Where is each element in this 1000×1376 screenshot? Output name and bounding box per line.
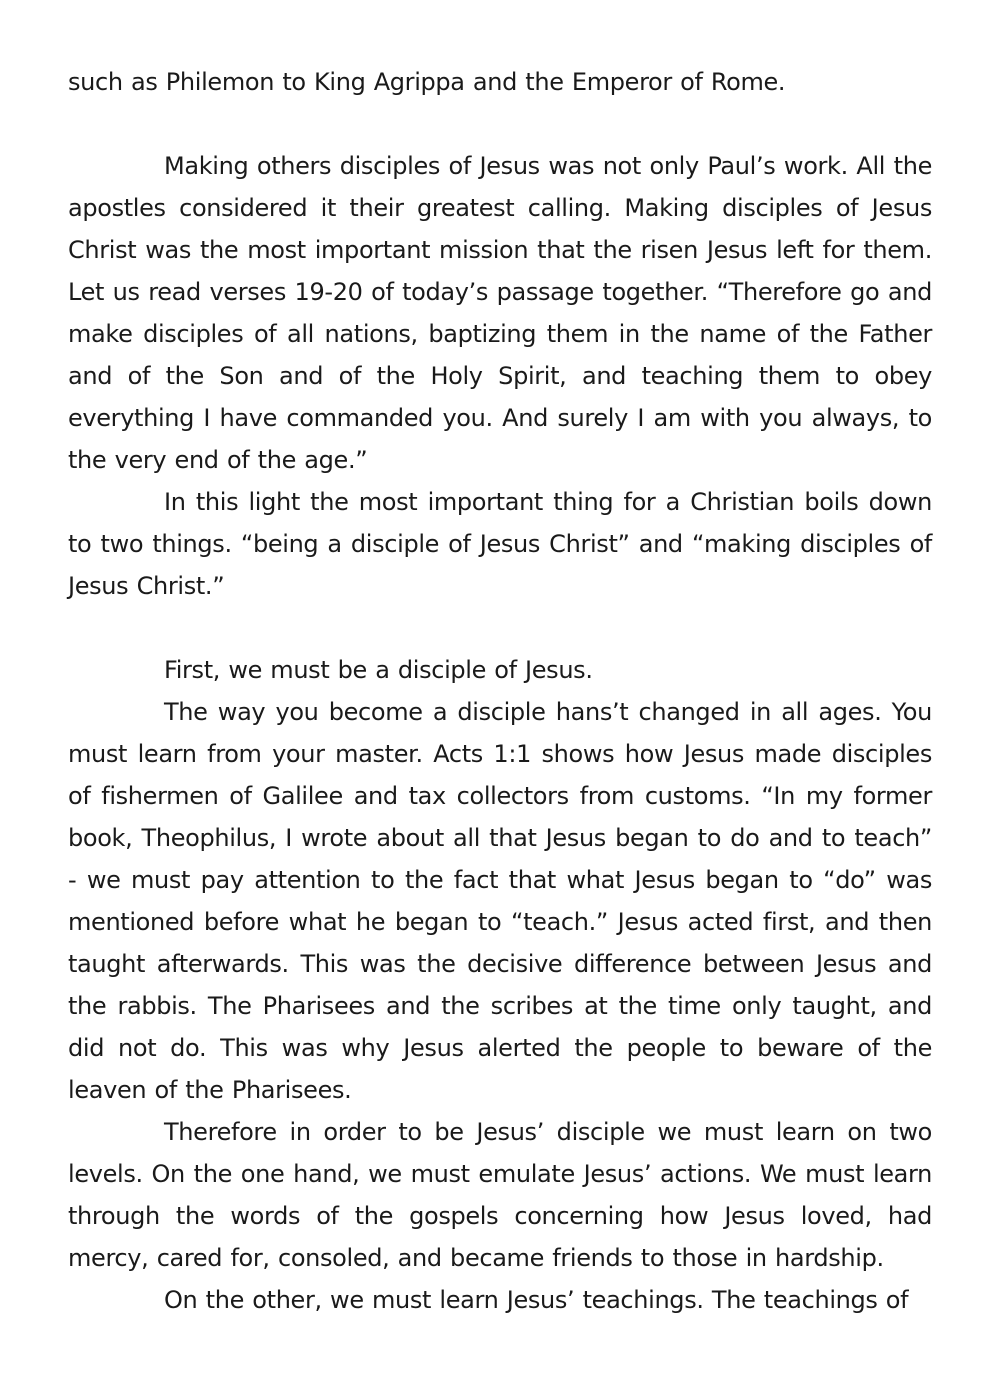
document-page — [68, 61, 932, 1321]
paragraph-becoming-disciple: The way you become a disciple hans’t changed in all ages. You must learn from your master. Acts 1:1 shows how Jesus made disciples of fishermen of Galilee and tax collectors from customs. “In my former book, Theophilus, I wrote about all that Jesus began to do and to teach” - we must pay attention to the fact that what Jesus began to “do” was mentioned before what he began to “teach.” Jesus acted first, and then taught afterwards. This was the decisive difference between Jesus and the rabbis. The Pharisees and the scribes at the time only taught, and did not do. This was why Jesus alerted the people to beware of the leaven of the Pharisees. — [68, 698, 932, 1104]
paragraph-continuation: such as Philemon to King Agrippa and the Emperor of Rome. — [68, 68, 786, 96]
paragraph-making-disciples: Making others disciples of Jesus was not only Paul’s work. All the apostles considered it their greatest calling. Making disciples of Jesus Christ was the most important mission that the risen Jesus left for them. Let us read verses 19-20 of today’s passage together. “Therefore go and make disciples of all nations, baptizing them in the name of the Father and of the Son and of the Holy Spirit, and teaching them to obey everything I have commanded you. And surely I am with you always, to the very end of the age.” — [68, 152, 932, 474]
paragraph-two-levels: Therefore in order to be Jesus’ disciple we must learn on two levels. On the one hand, we must emulate Jesus’ actions. We must learn through the words of the gospels concerning how Jesus loved, had mercy, cared for, consoled, and became friends to those in hardship. — [68, 1118, 932, 1272]
paragraph-spacer — [68, 103, 932, 145]
section-heading-first-point: First, we must be a disciple of Jesus. — [164, 656, 593, 684]
paragraph-spacer — [68, 607, 932, 649]
paragraph-teachings: On the other, we must learn Jesus’ teachings. The teachings of — [164, 1286, 909, 1314]
paragraph-two-things: In this light the most important thing for a Christian boils down to two things. “being a disciple of Jesus Christ” and “making disciples of Jesus Christ.” — [68, 488, 932, 600]
